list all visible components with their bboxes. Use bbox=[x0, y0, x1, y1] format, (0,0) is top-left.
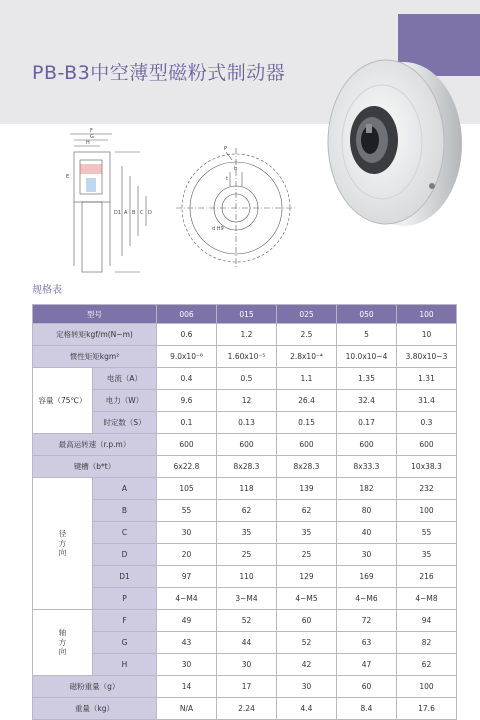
table-cell: 118 bbox=[217, 478, 277, 500]
row-label: 电流（A） bbox=[93, 368, 157, 390]
row-label: D1 bbox=[93, 566, 157, 588]
header-cell: 025 bbox=[277, 305, 337, 324]
table-cell: 42 bbox=[277, 654, 337, 676]
table-row bbox=[33, 632, 457, 654]
row-label: B bbox=[93, 500, 157, 522]
table-cell: 10x38.3 bbox=[397, 456, 457, 478]
table-cell: 1.31 bbox=[397, 368, 457, 390]
table-cell: 2.8x10⁻⁴ bbox=[277, 346, 337, 368]
table-cell: 35 bbox=[397, 544, 457, 566]
table-cell: 80 bbox=[337, 500, 397, 522]
table-cell: 600 bbox=[337, 434, 397, 456]
table-cell: 8.4 bbox=[337, 698, 397, 720]
table-cell: 40 bbox=[337, 522, 397, 544]
table-cell: 31.4 bbox=[397, 390, 457, 412]
table-cell: 4~M6 bbox=[337, 588, 397, 610]
table-cell: 0.5 bbox=[217, 368, 277, 390]
table-row bbox=[33, 610, 457, 632]
dim-label-C: C bbox=[140, 210, 144, 216]
table-cell: 0.15 bbox=[277, 412, 337, 434]
table-cell: 97 bbox=[157, 566, 217, 588]
table-cell: 0.13 bbox=[217, 412, 277, 434]
table-cell: 105 bbox=[157, 478, 217, 500]
table-cell: 94 bbox=[397, 610, 457, 632]
table-row bbox=[33, 456, 457, 478]
table-cell: 63 bbox=[337, 632, 397, 654]
table-cell: 30 bbox=[217, 654, 277, 676]
table-cell: 47 bbox=[337, 654, 397, 676]
row-label: 电力（W） bbox=[93, 390, 157, 412]
table-cell: 2.5 bbox=[277, 324, 337, 346]
table-cell: 43 bbox=[157, 632, 217, 654]
table-row bbox=[33, 412, 457, 434]
table-cell: 17 bbox=[217, 676, 277, 698]
table-row bbox=[33, 478, 457, 500]
table-cell: 169 bbox=[337, 566, 397, 588]
row-label: F bbox=[93, 610, 157, 632]
dim-label-H: H bbox=[86, 140, 90, 146]
table-row bbox=[33, 544, 457, 566]
table-cell: 129 bbox=[277, 566, 337, 588]
table-cell: 216 bbox=[397, 566, 457, 588]
table-cell: 12 bbox=[217, 390, 277, 412]
table-cell: 20 bbox=[157, 544, 217, 566]
group-char: 径 bbox=[58, 529, 67, 539]
header-cell: 006 bbox=[157, 305, 217, 324]
group-label-capacity: 容量（75℃） bbox=[33, 368, 93, 434]
row-label: H bbox=[93, 654, 157, 676]
table-row bbox=[33, 654, 457, 676]
table-cell: 30 bbox=[157, 654, 217, 676]
header-cell: 050 bbox=[337, 305, 397, 324]
table-cell: 8x33.3 bbox=[337, 456, 397, 478]
table-cell: 9.0x10⁻⁶ bbox=[157, 346, 217, 368]
table-cell: 0.3 bbox=[397, 412, 457, 434]
table-row bbox=[33, 522, 457, 544]
table-cell: 32.4 bbox=[337, 390, 397, 412]
row-label: C bbox=[93, 522, 157, 544]
dim-label-D: D bbox=[148, 210, 152, 216]
dim-label-dH9: d H9 bbox=[212, 226, 224, 232]
spec-table bbox=[32, 304, 457, 720]
table-cell: 600 bbox=[157, 434, 217, 456]
group-char: 方 bbox=[58, 538, 67, 548]
table-cell: 8x28.3 bbox=[277, 456, 337, 478]
table-cell: 10.0x10~4 bbox=[337, 346, 397, 368]
table-cell: 600 bbox=[397, 434, 457, 456]
dim-label-F: F bbox=[90, 128, 93, 134]
row-label: G bbox=[93, 632, 157, 654]
table-cell: N/A bbox=[157, 698, 217, 720]
table-cell: 9.6 bbox=[157, 390, 217, 412]
table-row bbox=[33, 324, 457, 346]
table-cell: 35 bbox=[217, 522, 277, 544]
table-cell: 72 bbox=[337, 610, 397, 632]
dim-label-D1: D1 bbox=[114, 210, 122, 216]
table-cell: 0.6 bbox=[157, 324, 217, 346]
header-cell: 100 bbox=[397, 305, 457, 324]
row-label: A bbox=[93, 478, 157, 500]
row-label: 重量（kg） bbox=[33, 698, 157, 720]
table-cell: 5 bbox=[337, 324, 397, 346]
table-cell: 4~M4 bbox=[157, 588, 217, 610]
row-label: P bbox=[93, 588, 157, 610]
table-cell: 30 bbox=[277, 676, 337, 698]
table-cell: 10 bbox=[397, 324, 457, 346]
table-cell: 0.17 bbox=[337, 412, 397, 434]
table-row bbox=[33, 368, 457, 390]
table-cell: 600 bbox=[277, 434, 337, 456]
table-cell: 0.4 bbox=[157, 368, 217, 390]
section-label: 规格表 bbox=[32, 285, 62, 296]
table-cell: 232 bbox=[397, 478, 457, 500]
header-cell: 型号 bbox=[33, 305, 157, 324]
group-char: 轴 bbox=[58, 628, 67, 638]
table-row bbox=[33, 566, 457, 588]
table-header-row bbox=[33, 305, 457, 324]
table-cell: 25 bbox=[217, 544, 277, 566]
table-cell: 52 bbox=[217, 610, 277, 632]
dim-label-b: b bbox=[234, 166, 238, 172]
dim-label-t: t bbox=[226, 176, 228, 182]
table-cell: 26.4 bbox=[277, 390, 337, 412]
side-section-drawing bbox=[60, 126, 160, 280]
table-cell: 3~M4 bbox=[217, 588, 277, 610]
table-cell: 14 bbox=[157, 676, 217, 698]
dim-label-B: B bbox=[132, 210, 136, 216]
table-cell: 30 bbox=[157, 522, 217, 544]
table-cell: 55 bbox=[157, 500, 217, 522]
group-label-axial bbox=[33, 610, 93, 676]
row-label: 定格转矩kgf/m(N~m) bbox=[33, 324, 157, 346]
table-row bbox=[33, 500, 457, 522]
table-cell: 8x28.3 bbox=[217, 456, 277, 478]
table-cell: 4~M8 bbox=[397, 588, 457, 610]
row-label: 磁粉重量（g） bbox=[33, 676, 157, 698]
header-cell: 015 bbox=[217, 305, 277, 324]
dim-label-G: G bbox=[90, 134, 94, 140]
group-label-radial bbox=[33, 478, 93, 610]
front-view-drawing bbox=[176, 142, 296, 272]
table-cell: 82 bbox=[397, 632, 457, 654]
table-cell: 6x22.8 bbox=[157, 456, 217, 478]
table-cell: 49 bbox=[157, 610, 217, 632]
table-cell: 1.60x10⁻⁵ bbox=[217, 346, 277, 368]
table-cell: 139 bbox=[277, 478, 337, 500]
table-cell: 100 bbox=[397, 500, 457, 522]
table-cell: 182 bbox=[337, 478, 397, 500]
table-cell: 4.4 bbox=[277, 698, 337, 720]
table-cell: 1.2 bbox=[217, 324, 277, 346]
row-label: 最高运转速（r.p.m） bbox=[33, 434, 157, 456]
table-cell: 2.24 bbox=[217, 698, 277, 720]
table-cell: 4~M5 bbox=[277, 588, 337, 610]
table-cell: 62 bbox=[217, 500, 277, 522]
table-cell: 1.35 bbox=[337, 368, 397, 390]
table-row bbox=[33, 698, 457, 720]
dim-label-A: A bbox=[124, 210, 128, 216]
table-cell: 3.80x10~3 bbox=[397, 346, 457, 368]
table-cell: 60 bbox=[277, 610, 337, 632]
table-cell: 35 bbox=[277, 522, 337, 544]
table-cell: 55 bbox=[397, 522, 457, 544]
row-label: 惯性矩矩kgm² bbox=[33, 346, 157, 368]
table-cell: 110 bbox=[217, 566, 277, 588]
table-row bbox=[33, 588, 457, 610]
table-cell: 100 bbox=[397, 676, 457, 698]
table-row bbox=[33, 676, 457, 698]
table-cell: 52 bbox=[277, 632, 337, 654]
table-cell: 25 bbox=[277, 544, 337, 566]
dim-label-E: E bbox=[66, 174, 70, 180]
row-label: 键槽（b*t） bbox=[33, 456, 157, 478]
table-cell: 17.6 bbox=[397, 698, 457, 720]
table-cell: 600 bbox=[217, 434, 277, 456]
group-char: 向 bbox=[58, 647, 67, 657]
group-char: 向 bbox=[58, 548, 67, 558]
table-cell: 62 bbox=[397, 654, 457, 676]
table-cell: 30 bbox=[337, 544, 397, 566]
table-cell: 62 bbox=[277, 500, 337, 522]
table-row bbox=[33, 346, 457, 368]
product-image bbox=[316, 54, 464, 230]
group-char: 方 bbox=[58, 637, 67, 647]
row-label: 时定数（S） bbox=[93, 412, 157, 434]
table-cell: 1.1 bbox=[277, 368, 337, 390]
row-label: D bbox=[93, 544, 157, 566]
table-cell: 44 bbox=[217, 632, 277, 654]
table-cell: 0.1 bbox=[157, 412, 217, 434]
table-cell: 60 bbox=[337, 676, 397, 698]
table-row bbox=[33, 390, 457, 412]
table-row bbox=[33, 434, 457, 456]
dim-label-P: P bbox=[224, 146, 228, 152]
page-title: PB-B3中空薄型磁粉式制动器 bbox=[32, 62, 286, 84]
